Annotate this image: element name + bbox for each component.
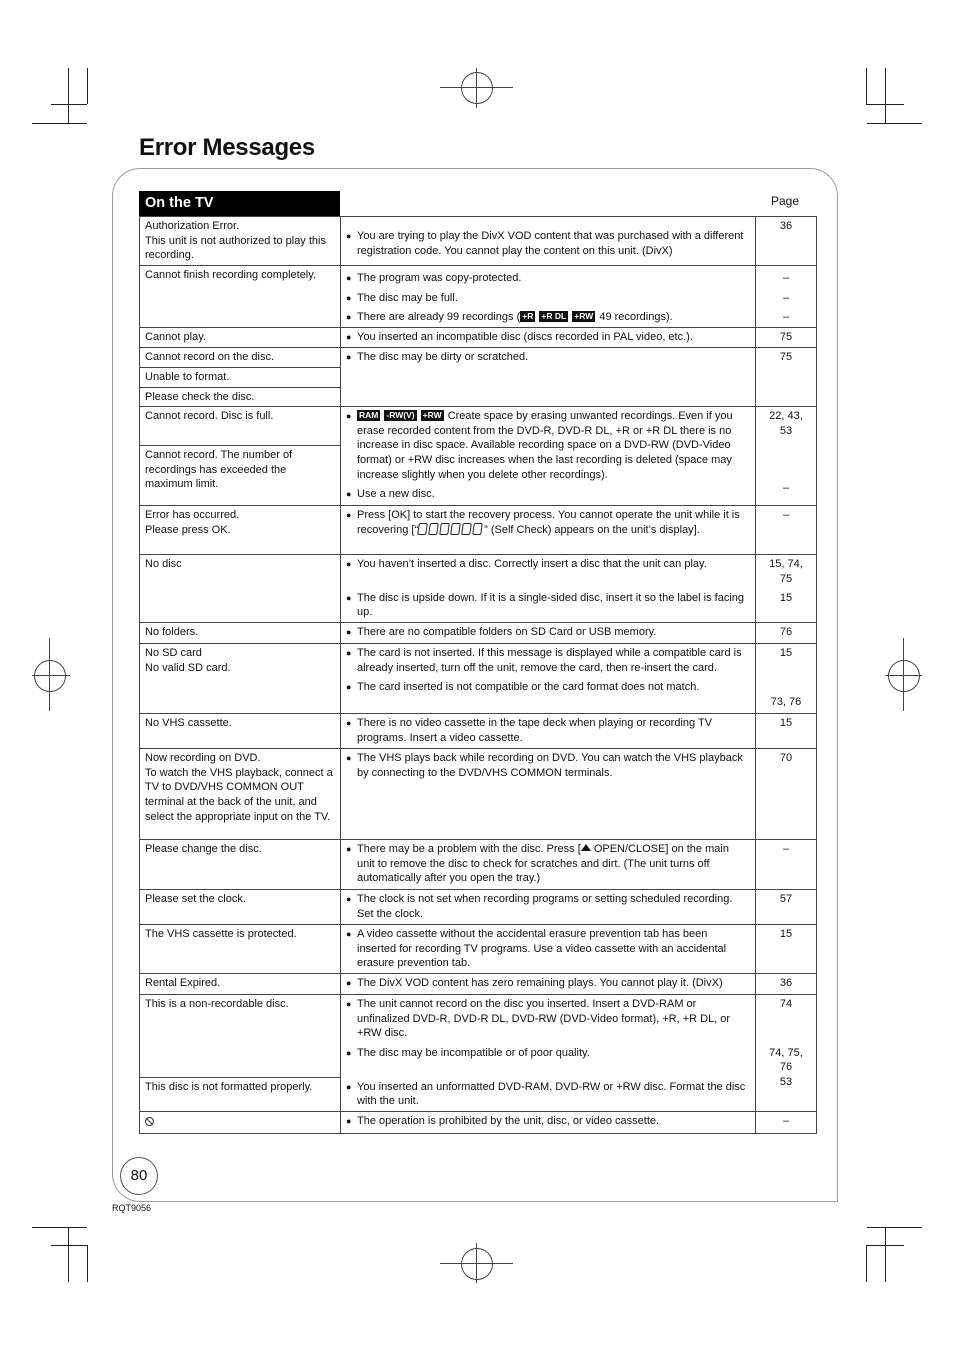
bullet-icon: ● (346, 999, 352, 1010)
table-row (140, 749, 817, 840)
cause-text: Use a new disc. (357, 488, 435, 501)
message-cell (140, 266, 341, 328)
cause-text (357, 310, 747, 325)
page-ref: 74, 75, 76 (769, 1046, 803, 1074)
cause-cell (341, 555, 756, 623)
message-text: Cannot record. The number of recordings has exceeded the maximum limit. (145, 449, 293, 491)
disc-badge: +R DL (541, 311, 567, 322)
bullet-icon: ● (346, 292, 352, 303)
message-text: No SD card (145, 647, 202, 660)
cause-cell (341, 623, 756, 644)
cause-text: OPEN/CLOSE] on the main unit to remove the disc to check for scratches and dirt. (The unit turns off automatically after you open the tray.) (357, 843, 729, 885)
message-text: Cannot record on the disc. (145, 351, 275, 363)
cause-text: There may be a problem with the disc. Press [ (357, 843, 581, 856)
table-row (140, 890, 817, 925)
bullet-icon: ● (346, 489, 352, 500)
crop-mark (866, 104, 904, 105)
registration-mark (461, 72, 493, 104)
message-cell (140, 407, 341, 446)
registration-mark (49, 638, 50, 711)
page-ref: 15 (779, 592, 793, 605)
table-row (140, 995, 817, 1078)
page-ref: – (782, 482, 790, 495)
disc-badge: RAM (359, 410, 379, 421)
registration-mark (476, 1243, 477, 1283)
bullet-icon: ● (346, 753, 352, 764)
page-ref: 70 (779, 752, 793, 765)
cause-text: The DivX VOD content has zero remaining plays. You cannot play it. (DivX) (357, 977, 723, 990)
page-cell (756, 328, 817, 348)
page-ref: 53 (779, 1075, 793, 1088)
page-ref: 73, 76 (770, 695, 802, 708)
message-text: This disc is not formatted properly. (145, 1081, 313, 1094)
eject-icon (581, 844, 591, 851)
page-cell (756, 840, 817, 890)
table-row (140, 974, 817, 995)
message-text: Please set the clock. (145, 893, 246, 906)
page-ref: 76 (779, 626, 793, 639)
message-text: Authorization Error. (145, 220, 240, 232)
cause-text: There are no compatible folders on SD Card or USB memory. (357, 626, 657, 639)
message-cell (140, 749, 341, 840)
page-ref: 22, 43, 53 (769, 410, 803, 437)
page-cell (756, 974, 817, 995)
cause-cell (341, 266, 756, 328)
table-row (140, 840, 817, 890)
table-row (140, 266, 817, 328)
table-row (140, 1112, 817, 1134)
table-row (140, 348, 817, 368)
message-text: Please press OK. (145, 523, 231, 536)
cause-cell (341, 348, 756, 407)
table-row (140, 217, 817, 266)
bullet-icon: ● (346, 844, 352, 855)
message-cell (140, 1078, 341, 1112)
cause-text: The card inserted is not compatible or the card format does not match. (357, 681, 700, 694)
cause-cell (341, 407, 756, 506)
section-heading: On the TV (139, 191, 340, 216)
cause-text: Create space by erasing unwanted recordings. Even if you erase recorded content from the DVD-R, DVD-R DL, +R or +R DL there is no increase in disc space. Available recording space on a DVD-RW (DVD-Video format) or +RW disc increases when the last recording is deleted (space may increase slightly when you delete other recordings). (357, 410, 733, 481)
cause-text: You inserted an unformatted DVD-RAM, DVD-RW or +RW disc. Format the disc with the unit. (357, 1080, 746, 1108)
message-cell (140, 506, 341, 555)
cause-text: The card is not inserted. If this message is displayed while a compatible card is already inserted, turn off the unit, remove the card, then re-insert the card. (357, 647, 742, 674)
page-ref: 75 (779, 331, 793, 343)
page-ref: 36 (779, 220, 793, 232)
crop-mark (32, 1227, 87, 1228)
cause-text: The disc may be full. (357, 291, 458, 304)
page-ref: 15 (779, 928, 793, 941)
bullet-icon: ● (346, 559, 352, 570)
bullet-icon: ● (346, 352, 352, 362)
page-cell (756, 644, 817, 714)
cause-text: The operation is prohibited by the unit, disc, or video cassette. (357, 1115, 660, 1128)
message-text: No folders. (145, 626, 199, 639)
cause-text: The VHS plays back while recording on DVD. You can watch the VHS playback by connecting to the DVD/VHS COMMON terminals. (357, 752, 743, 779)
message-text: Please change the disc. (145, 843, 262, 856)
registration-mark (461, 1248, 493, 1280)
table-row (140, 925, 817, 974)
cause-text: You haven’t inserted a disc. Correctly insert a disc that the unit can play. (357, 558, 707, 571)
cause-cell (341, 644, 756, 714)
cause-cell (341, 925, 756, 974)
registration-mark (34, 660, 66, 692)
page-ref: 57 (779, 893, 793, 906)
cause-cell (341, 1112, 756, 1134)
page-cell (756, 555, 817, 623)
registration-mark (476, 68, 477, 108)
cause-text: There is no video cassette in the tape deck when playing or recording TV programs. Insert a video cassette. (357, 717, 713, 744)
bullet-icon: ● (346, 510, 352, 521)
message-cell (140, 217, 341, 266)
message-cell (140, 714, 341, 749)
crop-mark (68, 1227, 69, 1282)
registration-mark (32, 675, 70, 676)
bullet-icon: ● (346, 231, 352, 241)
cause-text: 49 recordings). (596, 311, 673, 324)
message-cell (140, 446, 341, 506)
cause-text: You inserted an incompatible disc (discs recorded in PAL video, etc.). (357, 331, 693, 343)
disc-badge: +RW (574, 311, 594, 322)
bullet-icon: ● (346, 592, 352, 603)
message-text: Cannot record. Disc is full. (145, 410, 274, 423)
table-row (140, 644, 817, 714)
cause-cell (341, 217, 756, 266)
cause-cell (341, 328, 756, 348)
page-number: 80 (120, 1157, 158, 1195)
table-row (140, 506, 817, 555)
error-messages-table (139, 216, 817, 1134)
page-cell (756, 1112, 817, 1134)
page-ref: 15, 74, 75 (769, 558, 803, 585)
message-text: No disc (145, 558, 182, 571)
cause-text: The disc may be dirty or scratched. (357, 351, 529, 363)
bullet-icon: ● (346, 978, 352, 989)
message-cell (140, 644, 341, 714)
message-text: This unit is not authorized to play this recording. (145, 234, 326, 262)
page-cell (756, 348, 817, 407)
page-title: Error Messages (139, 134, 315, 161)
message-cell (140, 995, 341, 1078)
message-cell (140, 890, 341, 925)
bullet-icon: ● (346, 718, 352, 729)
crop-mark (866, 68, 867, 104)
message-text: No valid SD card. (145, 661, 231, 674)
page-cell (756, 407, 817, 506)
bullet-icon: ● (346, 627, 352, 638)
page-cell (756, 890, 817, 925)
crop-mark (867, 1227, 922, 1228)
cause-item (357, 508, 747, 537)
message-text: Error has occurred. (145, 509, 240, 522)
table-row (140, 407, 817, 446)
disc-badge: -RW(V) (386, 410, 415, 421)
cause-item (357, 842, 747, 886)
message-cell (140, 387, 341, 407)
cause-text: Press [OK] to start the recovery process. You cannot operate the unit while it is recovering [“ (357, 509, 740, 536)
page-ref: 74 (779, 998, 793, 1011)
page-ref: – (782, 843, 790, 856)
crop-mark (866, 1245, 867, 1282)
page-cell (756, 995, 817, 1112)
page-cell (756, 506, 817, 555)
cause-cell (341, 714, 756, 749)
cause-cell (341, 974, 756, 995)
page-ref: – (782, 509, 790, 522)
registration-mark (888, 660, 920, 692)
page-ref: 15 (779, 717, 793, 730)
cause-text: There are already 99 recordings ( (357, 311, 521, 324)
cause-text: The disc may be incompatible or of poor quality. (357, 1046, 590, 1059)
message-text: No VHS cassette. (145, 717, 232, 730)
crop-mark (51, 1245, 87, 1246)
cause-text: The disc is upside down. If it is a single-sided disc, insert it so the label is facing up. (357, 591, 745, 619)
message-cell (140, 840, 341, 890)
registration-mark (903, 638, 904, 711)
page-ref: – (782, 291, 790, 304)
bullet-icon: ● (346, 332, 352, 342)
bullet-icon: ● (346, 411, 352, 422)
bullet-icon: ● (346, 1116, 352, 1127)
crop-mark (87, 1245, 88, 1282)
cause-text: The unit cannot record on the disc you inserted. Insert a DVD-RAM or unfinalized DVD-R, DVD-R DL, DVD-RW (DVD-Video format), +R, +R DL, or +RW disc. (357, 998, 731, 1040)
message-cell (140, 974, 341, 995)
page-ref: – (782, 1115, 790, 1128)
page-cell (756, 749, 817, 840)
page-ref: – (782, 311, 790, 324)
table-row (140, 714, 817, 749)
cause-cell (341, 506, 756, 555)
crop-mark (885, 1227, 886, 1282)
message-text: Cannot finish recording completely. (145, 269, 316, 281)
message-text: Now recording on DVD. (145, 752, 261, 765)
bullet-icon: ● (346, 929, 352, 940)
page-ref: 15 (779, 647, 793, 660)
crop-mark (68, 68, 69, 123)
message-text: Cannot play. (145, 331, 206, 343)
cause-cell (341, 995, 756, 1112)
cause-text: ” (Self Check) appears on the unit’s display]. (484, 523, 700, 536)
table-row (140, 623, 817, 644)
message-text: To watch the VHS playback, connect a TV to DVD/VHS COMMON OUT terminal at the back of the unit, and select the appropriate input on the TV. (145, 766, 333, 823)
page-cell (756, 266, 817, 328)
bullet-icon: ● (346, 894, 352, 905)
cause-cell (341, 749, 756, 840)
disc-badge: +R (522, 311, 534, 322)
bullet-icon: ● (346, 648, 352, 659)
message-text: This is a non-recordable disc. (145, 998, 289, 1011)
message-text: Unable to format. (145, 371, 230, 383)
bullet-icon: ● (346, 1047, 352, 1058)
message-text: Rental Expired. (145, 977, 221, 990)
message-text: Please check the disc. (145, 390, 255, 403)
cause-cell (341, 890, 756, 925)
message-cell (140, 348, 341, 368)
message-cell (140, 555, 341, 623)
table-row (140, 328, 817, 348)
page-ref: 36 (779, 977, 793, 990)
page-ref: 75 (779, 351, 793, 363)
crop-mark (885, 68, 886, 123)
crop-mark (32, 123, 87, 124)
message-cell (140, 925, 341, 974)
page-cell (756, 714, 817, 749)
bullet-icon: ● (346, 273, 352, 283)
self-check-display-icon (418, 524, 484, 536)
bullet-icon: ● (346, 1081, 352, 1092)
crop-mark (866, 1245, 904, 1246)
cause-cell (341, 840, 756, 890)
page-cell (756, 623, 817, 644)
bullet-icon: ● (346, 682, 352, 693)
page-cell (756, 217, 817, 266)
message-cell (140, 368, 341, 388)
table-row (140, 555, 817, 623)
message-cell (140, 1112, 341, 1134)
cause-item (357, 409, 747, 482)
crop-mark (867, 123, 922, 124)
crop-mark (87, 68, 88, 104)
page-column-heading: Page (770, 194, 800, 208)
message-cell (140, 328, 341, 348)
crop-mark (51, 104, 87, 105)
prohibited-icon (145, 1117, 154, 1126)
page-ref: – (782, 272, 790, 284)
message-cell (140, 623, 341, 644)
cause-text: A video cassette without the accidental erasure prevention tab has been inserted for recording TV programs. Use a video cassette with an accidental erasure prevention tab. (357, 928, 727, 970)
cause-text: The program was copy-protected. (357, 272, 522, 284)
document-code: RQT9056 (112, 1203, 152, 1213)
cause-text: The clock is not set when recording programs or setting scheduled recording. Set the clock. (357, 893, 733, 920)
bullet-icon: ● (346, 312, 352, 323)
disc-badge: +RW (422, 410, 442, 421)
page-cell (756, 925, 817, 974)
message-text: The VHS cassette is protected. (145, 928, 297, 941)
cause-text: You are trying to play the DivX VOD content that was purchased with a different registration code. You cannot play the content on this unit. (DivX) (357, 230, 744, 257)
